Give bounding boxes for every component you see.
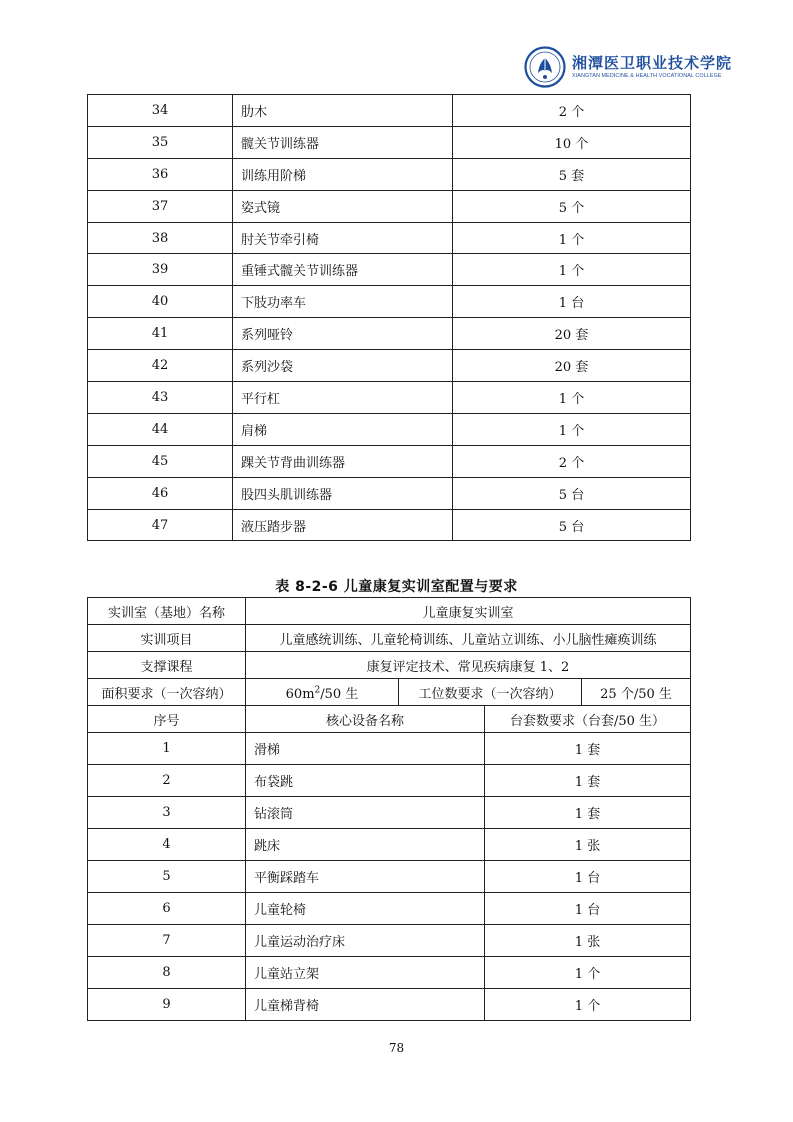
item-quantity: 1 张 (485, 829, 691, 861)
table-row (88, 925, 691, 957)
item-quantity: 20 套 (453, 350, 691, 382)
item-name: 儿童运动治疗床 (246, 925, 485, 957)
item-quantity: 1 个 (453, 413, 691, 445)
training-project-row (88, 625, 691, 652)
item-name: 儿童轮椅 (246, 893, 485, 925)
column-header-qty: 台套数要求（台套/50 生） (485, 706, 691, 733)
column-header-row (88, 706, 691, 733)
area-value-sup: 2 (314, 685, 321, 696)
item-quantity: 5 套 (453, 158, 691, 190)
training-project-value: 儿童感统训练、儿童轮椅训练、儿童站立训练、小儿脑性瘫痪训练 (246, 625, 691, 652)
item-quantity: 1 台 (485, 893, 691, 925)
table-row (88, 509, 691, 541)
page-number: 78 (388, 1041, 405, 1055)
item-name: 肘关节牵引椅 (233, 222, 453, 254)
area-label: 面积要求（一次容纳） (88, 679, 246, 706)
item-name: 肋木 (233, 95, 453, 127)
item-name: 股四头肌训练器 (233, 477, 453, 509)
item-quantity: 1 台 (485, 861, 691, 893)
item-name: 儿童站立架 (246, 957, 485, 989)
college-logo (524, 44, 733, 90)
item-name: 布袋跳 (246, 765, 485, 797)
item-number: 38 (88, 222, 233, 254)
table-row (88, 765, 691, 797)
item-quantity: 1 套 (485, 733, 691, 765)
item-name: 髋关节训练器 (233, 126, 453, 158)
table-row (88, 445, 691, 477)
item-quantity: 1 张 (485, 925, 691, 957)
college-emblem-icon (524, 46, 566, 88)
column-header-no: 序号 (88, 706, 246, 733)
capacity-row (88, 679, 691, 706)
item-number: 34 (88, 95, 233, 127)
item-quantity: 5 台 (453, 509, 691, 541)
table-row (88, 254, 691, 286)
table-row (88, 413, 691, 445)
item-name: 重锤式髋关节训练器 (233, 254, 453, 286)
room-name-value: 儿童康复实训室 (246, 598, 691, 625)
item-quantity: 1 个 (485, 989, 691, 1021)
item-number: 35 (88, 126, 233, 158)
item-name: 系列沙袋 (233, 350, 453, 382)
item-quantity: 20 套 (453, 318, 691, 350)
item-number: 37 (88, 190, 233, 222)
station-label: 工位数要求（一次容纳） (399, 679, 582, 706)
item-number: 7 (88, 925, 246, 957)
table-row (88, 126, 691, 158)
item-number: 5 (88, 861, 246, 893)
item-number: 6 (88, 893, 246, 925)
child-rehab-lab-table (87, 597, 691, 1021)
item-name: 下肢功率车 (233, 286, 453, 318)
item-number: 2 (88, 765, 246, 797)
item-name: 平衡踩踏车 (246, 861, 485, 893)
item-quantity: 1 个 (485, 957, 691, 989)
table-row (88, 382, 691, 414)
item-number: 9 (88, 989, 246, 1021)
item-name: 训练用阶梯 (233, 158, 453, 190)
room-name-row (88, 598, 691, 625)
item-name: 液压踏步器 (233, 509, 453, 541)
table-row (88, 989, 691, 1021)
item-name: 钻滚筒 (246, 797, 485, 829)
item-number: 1 (88, 733, 246, 765)
table-row (88, 893, 691, 925)
item-name: 系列哑铃 (233, 318, 453, 350)
item-quantity: 1 台 (453, 286, 691, 318)
item-number: 8 (88, 957, 246, 989)
table-row (88, 95, 691, 127)
area-value-tail: /50 生 (320, 686, 359, 702)
item-number: 39 (88, 254, 233, 286)
item-quantity: 5 台 (453, 477, 691, 509)
item-number: 43 (88, 382, 233, 414)
item-quantity: 1 个 (453, 382, 691, 414)
item-name: 跳床 (246, 829, 485, 861)
item-name: 姿式镜 (233, 190, 453, 222)
item-name: 平行杠 (233, 382, 453, 414)
item-number: 3 (88, 797, 246, 829)
logo-chinese-name: 湘潭医卫职业技术学院 (572, 54, 733, 72)
table-row (88, 190, 691, 222)
item-number: 36 (88, 158, 233, 190)
logo-english-name: XIANGTAN MEDICINE & HEALTH VOCATIONAL COLLEGE (572, 73, 722, 79)
area-value-base: 60m (285, 686, 315, 702)
item-number: 45 (88, 445, 233, 477)
support-course-value: 康复评定技术、常见疾病康复 1、2 (246, 652, 691, 679)
equipment-table-continued (87, 94, 691, 541)
item-number: 40 (88, 286, 233, 318)
room-name-label: 实训室（基地）名称 (88, 598, 246, 625)
item-number: 44 (88, 413, 233, 445)
item-quantity: 2 个 (453, 95, 691, 127)
table-row (88, 829, 691, 861)
item-quantity: 1 套 (485, 765, 691, 797)
item-number: 46 (88, 477, 233, 509)
item-number: 41 (88, 318, 233, 350)
item-quantity: 1 套 (485, 797, 691, 829)
training-project-label: 实训项目 (88, 625, 246, 652)
item-name: 踝关节背曲训练器 (233, 445, 453, 477)
table-row (88, 158, 691, 190)
item-number: 47 (88, 509, 233, 541)
table-row (88, 797, 691, 829)
item-number: 4 (88, 829, 246, 861)
item-name: 儿童梯背椅 (246, 989, 485, 1021)
item-quantity: 5 个 (453, 190, 691, 222)
item-quantity: 2 个 (453, 445, 691, 477)
table-row (88, 957, 691, 989)
item-name: 肩梯 (233, 413, 453, 445)
item-number: 42 (88, 350, 233, 382)
table-row (88, 286, 691, 318)
table-row (88, 318, 691, 350)
table-row (88, 350, 691, 382)
table-row (88, 477, 691, 509)
table-caption: 表 8-2-6 儿童康复实训室配置与要求 (275, 579, 518, 595)
item-quantity: 10 个 (453, 126, 691, 158)
item-name: 滑梯 (246, 733, 485, 765)
support-course-row (88, 652, 691, 679)
column-header-name: 核心设备名称 (246, 706, 485, 733)
item-quantity: 1 个 (453, 222, 691, 254)
station-value: 25 个/50 生 (582, 679, 691, 706)
table-row (88, 222, 691, 254)
table-row (88, 733, 691, 765)
item-quantity: 1 个 (453, 254, 691, 286)
table-row (88, 861, 691, 893)
area-value (246, 679, 399, 706)
support-course-label: 支撑课程 (88, 652, 246, 679)
